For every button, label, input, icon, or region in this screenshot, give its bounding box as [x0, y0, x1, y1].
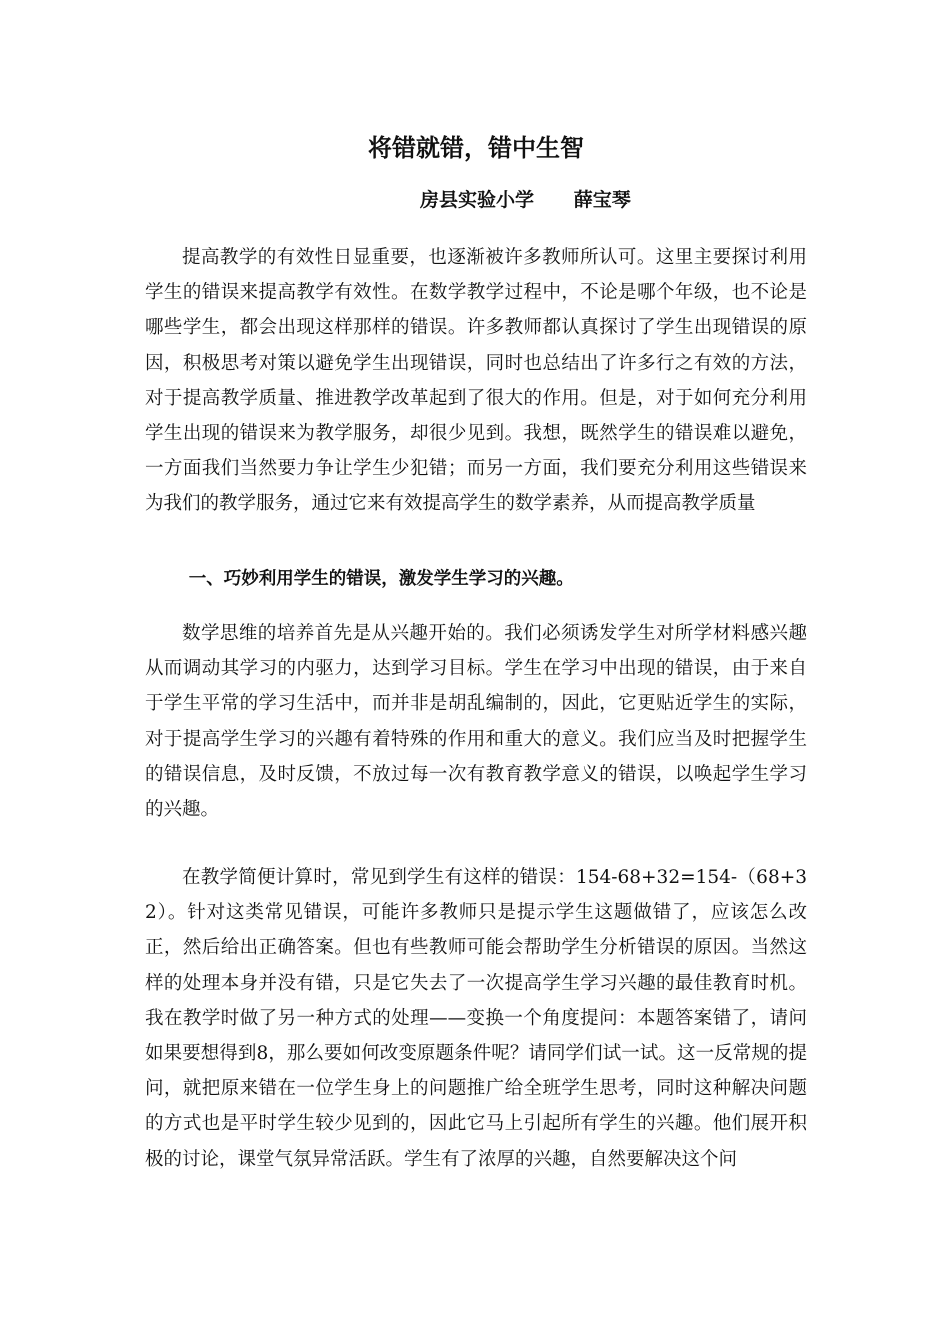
intro-paragraph: 提高教学的有效性日显重要，也逐渐被许多教师所认可。这里主要探讨利用学生的错误来提高教学有效性。在数学教学过程中，不论是哪个年级，也不论是哪些学生，都会出现这样那样的错误。许多教师都认真探讨了学生出现错误的原因，积极思考对策以避免学生出现错误，同时也总结出了许多行之有效的方法，对于提高教学质量、推进教学改革起到了很大的作用。但是，对于如何充分利用学生出现的错误来为教学服务，却很少见到。我想，既然学生的错误难以避免，一方面我们当然要力争让学生少犯错；而另一方面，我们要充分利用这些错误来为我们的教学服务，通过它来有效提高学生的数学素养，从而提高教学质量 — [145, 247, 807, 515]
section1-paragraph-1: 数学思维的培养首先是从兴趣开始的。我们必须诱发学生对所学材料感兴趣从而调动其学习的内驱力，达到学习目标。学生在学习中出现的错误，由于来自于学生平常的学习生活中，而并非是胡乱编制的，因此，它更贴近学生的实际，对于提高学生学习的兴趣有着特殊的作用和重大的意义。我们应当及时把握学生的错误信息，及时反馈，不放过每一次有教育教学意义的错误，以唤起学生学习的兴趣。 — [145, 623, 807, 821]
section-heading-1: 一、巧妙利用学生的错误，激发学生学习的兴趣。 — [188, 569, 574, 589]
section1-paragraph-2: 在教学简便计算时，常见到学生有这样的错误：154-68+32=154-（68+32）。针对这类常见错误，可能许多教师只是提示学生这题做错了，应该怎么改正，然后给出正确答案。但也有些教师可能会帮助学生分析错误的原因。当然这样的处理本身并没有错，只是它失去了一次提高学生学习兴趣的最佳教育时机。我在教学时做了另一种方式的处理——变换一个角度提问：本题答案错了，请问如果要想得到8，那么要如何改变原题条件呢？请同学们试一试。这一反常规的提问，就把原来错在一位学生身上的问题推广给全班学生思考，同时这种解决问题的方式也是平时学生较少见到的，因此它马上引起所有学生的兴趣。他们展开积极的讨论，课堂气氛异常活跃。学生有了浓厚的兴趣，自然要解决这个问 — [145, 867, 807, 1170]
author-byline: 房县实验小学 薛宝琴 — [420, 189, 631, 211]
document-title: 将错就错，错中生智 — [368, 134, 584, 162]
